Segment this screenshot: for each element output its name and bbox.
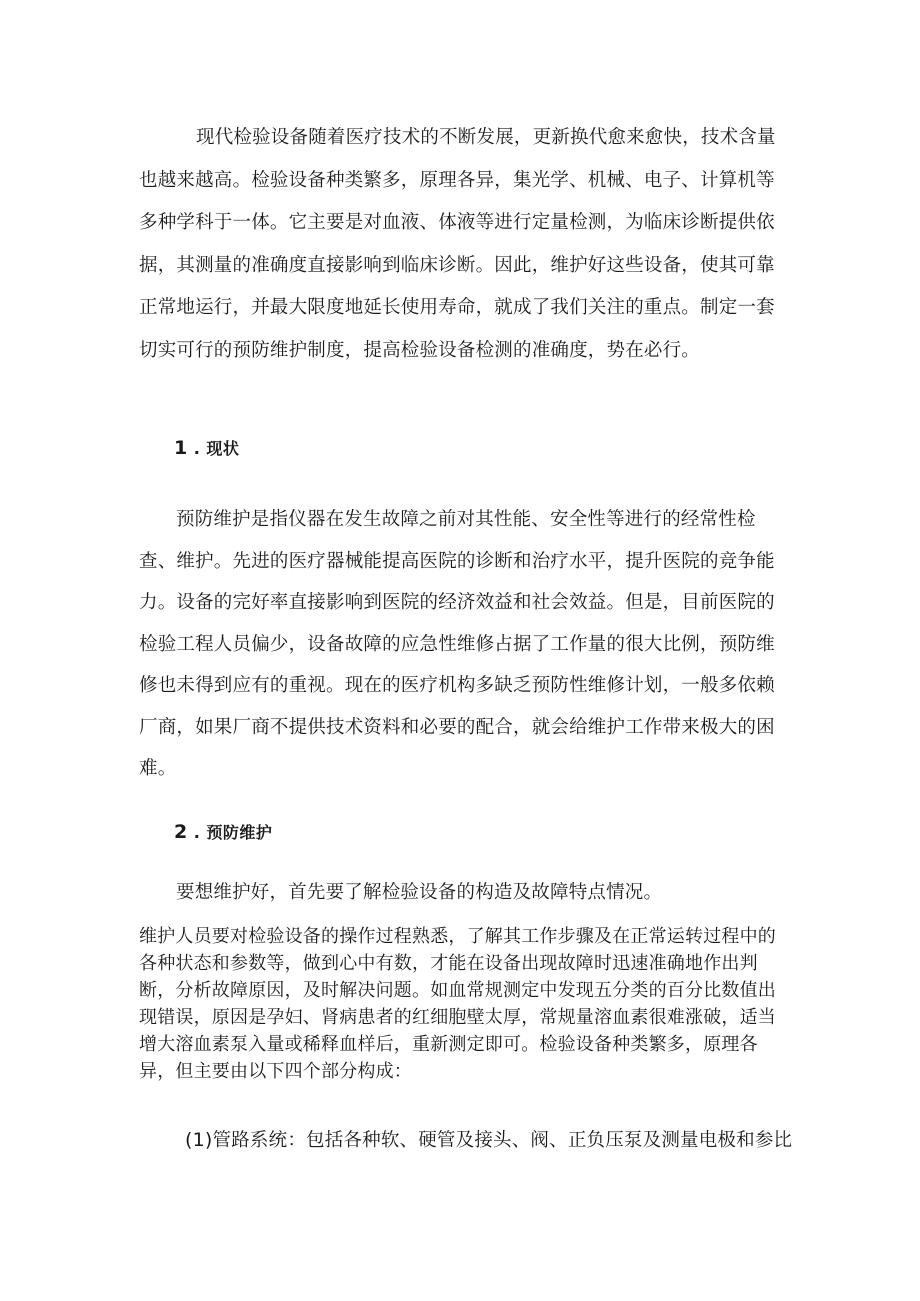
section-1-paragraph: 预防维护是指仪器在发生故障之前对其性能、安全性等进行的经常性检查、维护。先进的医疗器械能提高医院的诊断和治疗水平，提升医院的竞争能力。设备的完好率直接影响到医院的经济效益和社会效益。但是，目前医院的检验工程人员偏少，设备故障的应急性维修占据了工作量的很大比例，预防维修也未得到应有的重视。现在的医疗机构多缺乏预防性维修计划，一般多依赖厂商，如果厂商不提供技术资料和必要的配合，就会给维护工作带来极大的困难。	[139, 509, 775, 779]
section-2-lead-paragraph: 要想维护好，首先要了解检验设备的构造及故障特点情况。	[176, 882, 663, 903]
section-2-title: . 预防维护	[193, 823, 273, 842]
list-item-1	[185, 1125, 805, 1156]
section-2-heading	[174, 820, 272, 843]
section-1-heading	[174, 436, 239, 459]
list-item-marker: (1)	[185, 1129, 213, 1151]
list-item-text: 管路系统：包括各种软、硬管及接头、阀、正负压泵及测量电极和参比	[212, 1130, 793, 1151]
section-1-number: 1	[174, 437, 188, 459]
section-2-number: 2	[174, 821, 188, 843]
intro-paragraph: 现代检验设备随着医疗技术的不断发展，更新换代愈来愈快，技术含量也越来越高。检验设备种类繁多，原理各异，集光学、机械、电子、计算机等多种学科于一体。它主要是对血液、体液等进行定量检测，为临床诊断提供依据，其测量的准确度直接影响到临床诊断。因此，维护好这些设备，使其可靠正常地运行，并最大限度地延长使用寿命，就成了我们关注的重点。制定一套切实可行的预防维护制度，提高检验设备检测的准确度，势在必行。	[139, 127, 776, 361]
section-2-body-paragraph: 维护人员要对检验设备的操作过程熟悉，了解其工作步骤及在正常运转过程中的各种状态和参数等，做到心中有数，才能在设备出现故障时迅速准确地作出判断，分析故障原因，及时解决问题。如血常规测定中发现五分类的百分比数值出现错误，原因是孕妇、肾病患者的红细胞壁太厚，常规量溶血素很难涨破，适当增大溶血素泵入量或稀释血样后，重新测定即可。检验设备种类繁多，原理各异，但主要由以下四个部分构成：	[139, 926, 776, 1082]
section-1-title: . 现状	[193, 439, 240, 458]
